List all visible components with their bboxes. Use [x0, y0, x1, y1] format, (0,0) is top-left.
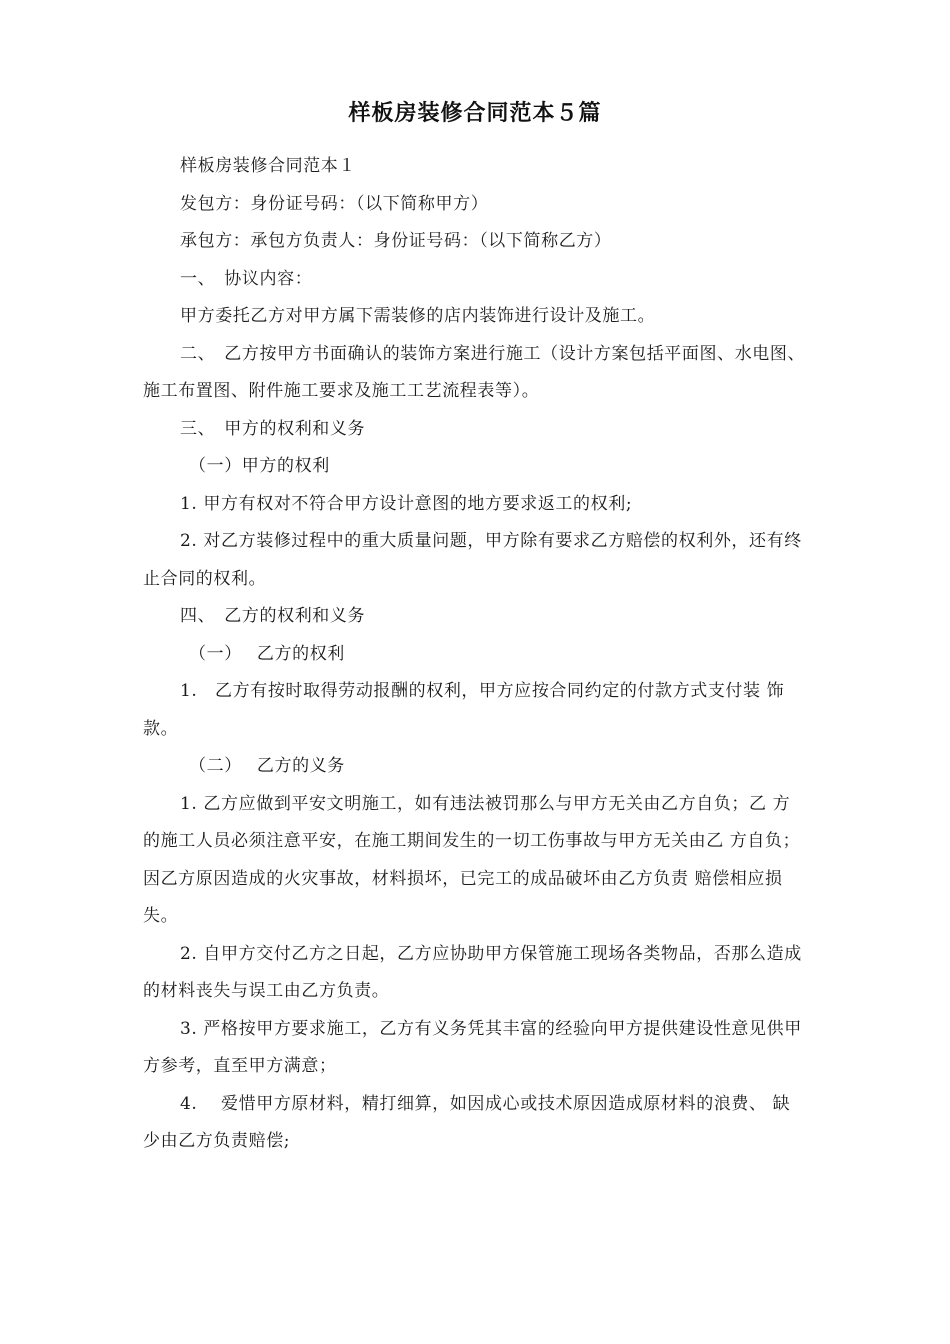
- paragraph: 3. 严格按甲方要求施工，乙方有义务凭其丰富的经验向甲方提供建设性意见供甲方参考，直至甲方满意；: [143, 1018, 802, 1076]
- paragraph: 1. 乙方有按时取得劳动报酬的权利，甲方应按合同约定的付款方式支付装 饰款。: [143, 681, 785, 739]
- paragraph: 承包方：承包方负责人：身份证号码：（以下简称乙方）: [180, 231, 612, 251]
- paragraph: 1. 甲方有权对不符合甲方设计意图的地方要求返工的权利;: [180, 493, 633, 514]
- paragraph: 2. 自甲方交付乙方之日起，乙方应协助甲方保管施工现场各类物品，否那么造成的材料丧失与误工由乙方负责。: [143, 943, 802, 1001]
- paragraph: 四、 乙方的权利和义务: [180, 606, 366, 626]
- paragraph: 发包方：身份证号码：（以下简称甲方）: [180, 193, 489, 214]
- paragraph: 一、 协议内容：: [180, 268, 313, 289]
- paragraph: 4. 爱惜甲方原材料，精打细算，如因成心或技术原因造成原材料的浪费、 缺少由乙方负责赔偿;: [143, 1093, 791, 1151]
- paragraph: 甲方委托乙方对甲方属下需装修的店内装饰进行设计及施工。: [180, 306, 656, 326]
- document-title: 样板房装修合同范本５篇: [348, 101, 602, 126]
- paragraph: 三、 甲方的权利和义务: [180, 418, 366, 439]
- paragraph: （二） 乙方的义务: [189, 756, 345, 776]
- paragraph: 样板房装修合同范本１: [180, 156, 356, 176]
- paragraph: 2. 对乙方装修过程中的重大质量问题，甲方除有要求乙方赔偿的权利外，还有终止合同的权利。: [143, 531, 802, 589]
- document-body: [143, 148, 807, 1161]
- paragraph: 1. 乙方应做到平安文明施工，如有违法被罚那么与甲方无关由乙方自负；乙 方的施工人员必须注意平安，在施工期间发生的一切工伤事故与甲方无关由乙 方自负；因乙方原因造成的火灾事故，材料损坏，已完工的成品破坏由乙方负责 赔偿相应损失。: [143, 793, 801, 926]
- paragraph: （一）甲方的权利: [189, 456, 330, 476]
- paragraph: 二、 乙方按甲方书面确认的装饰方案进行施工（设计方案包括平面图、水电图、施工布置图、附件施工要求及施工工艺流程表等）。: [143, 343, 806, 401]
- paragraph: （一） 乙方的权利: [189, 643, 345, 664]
